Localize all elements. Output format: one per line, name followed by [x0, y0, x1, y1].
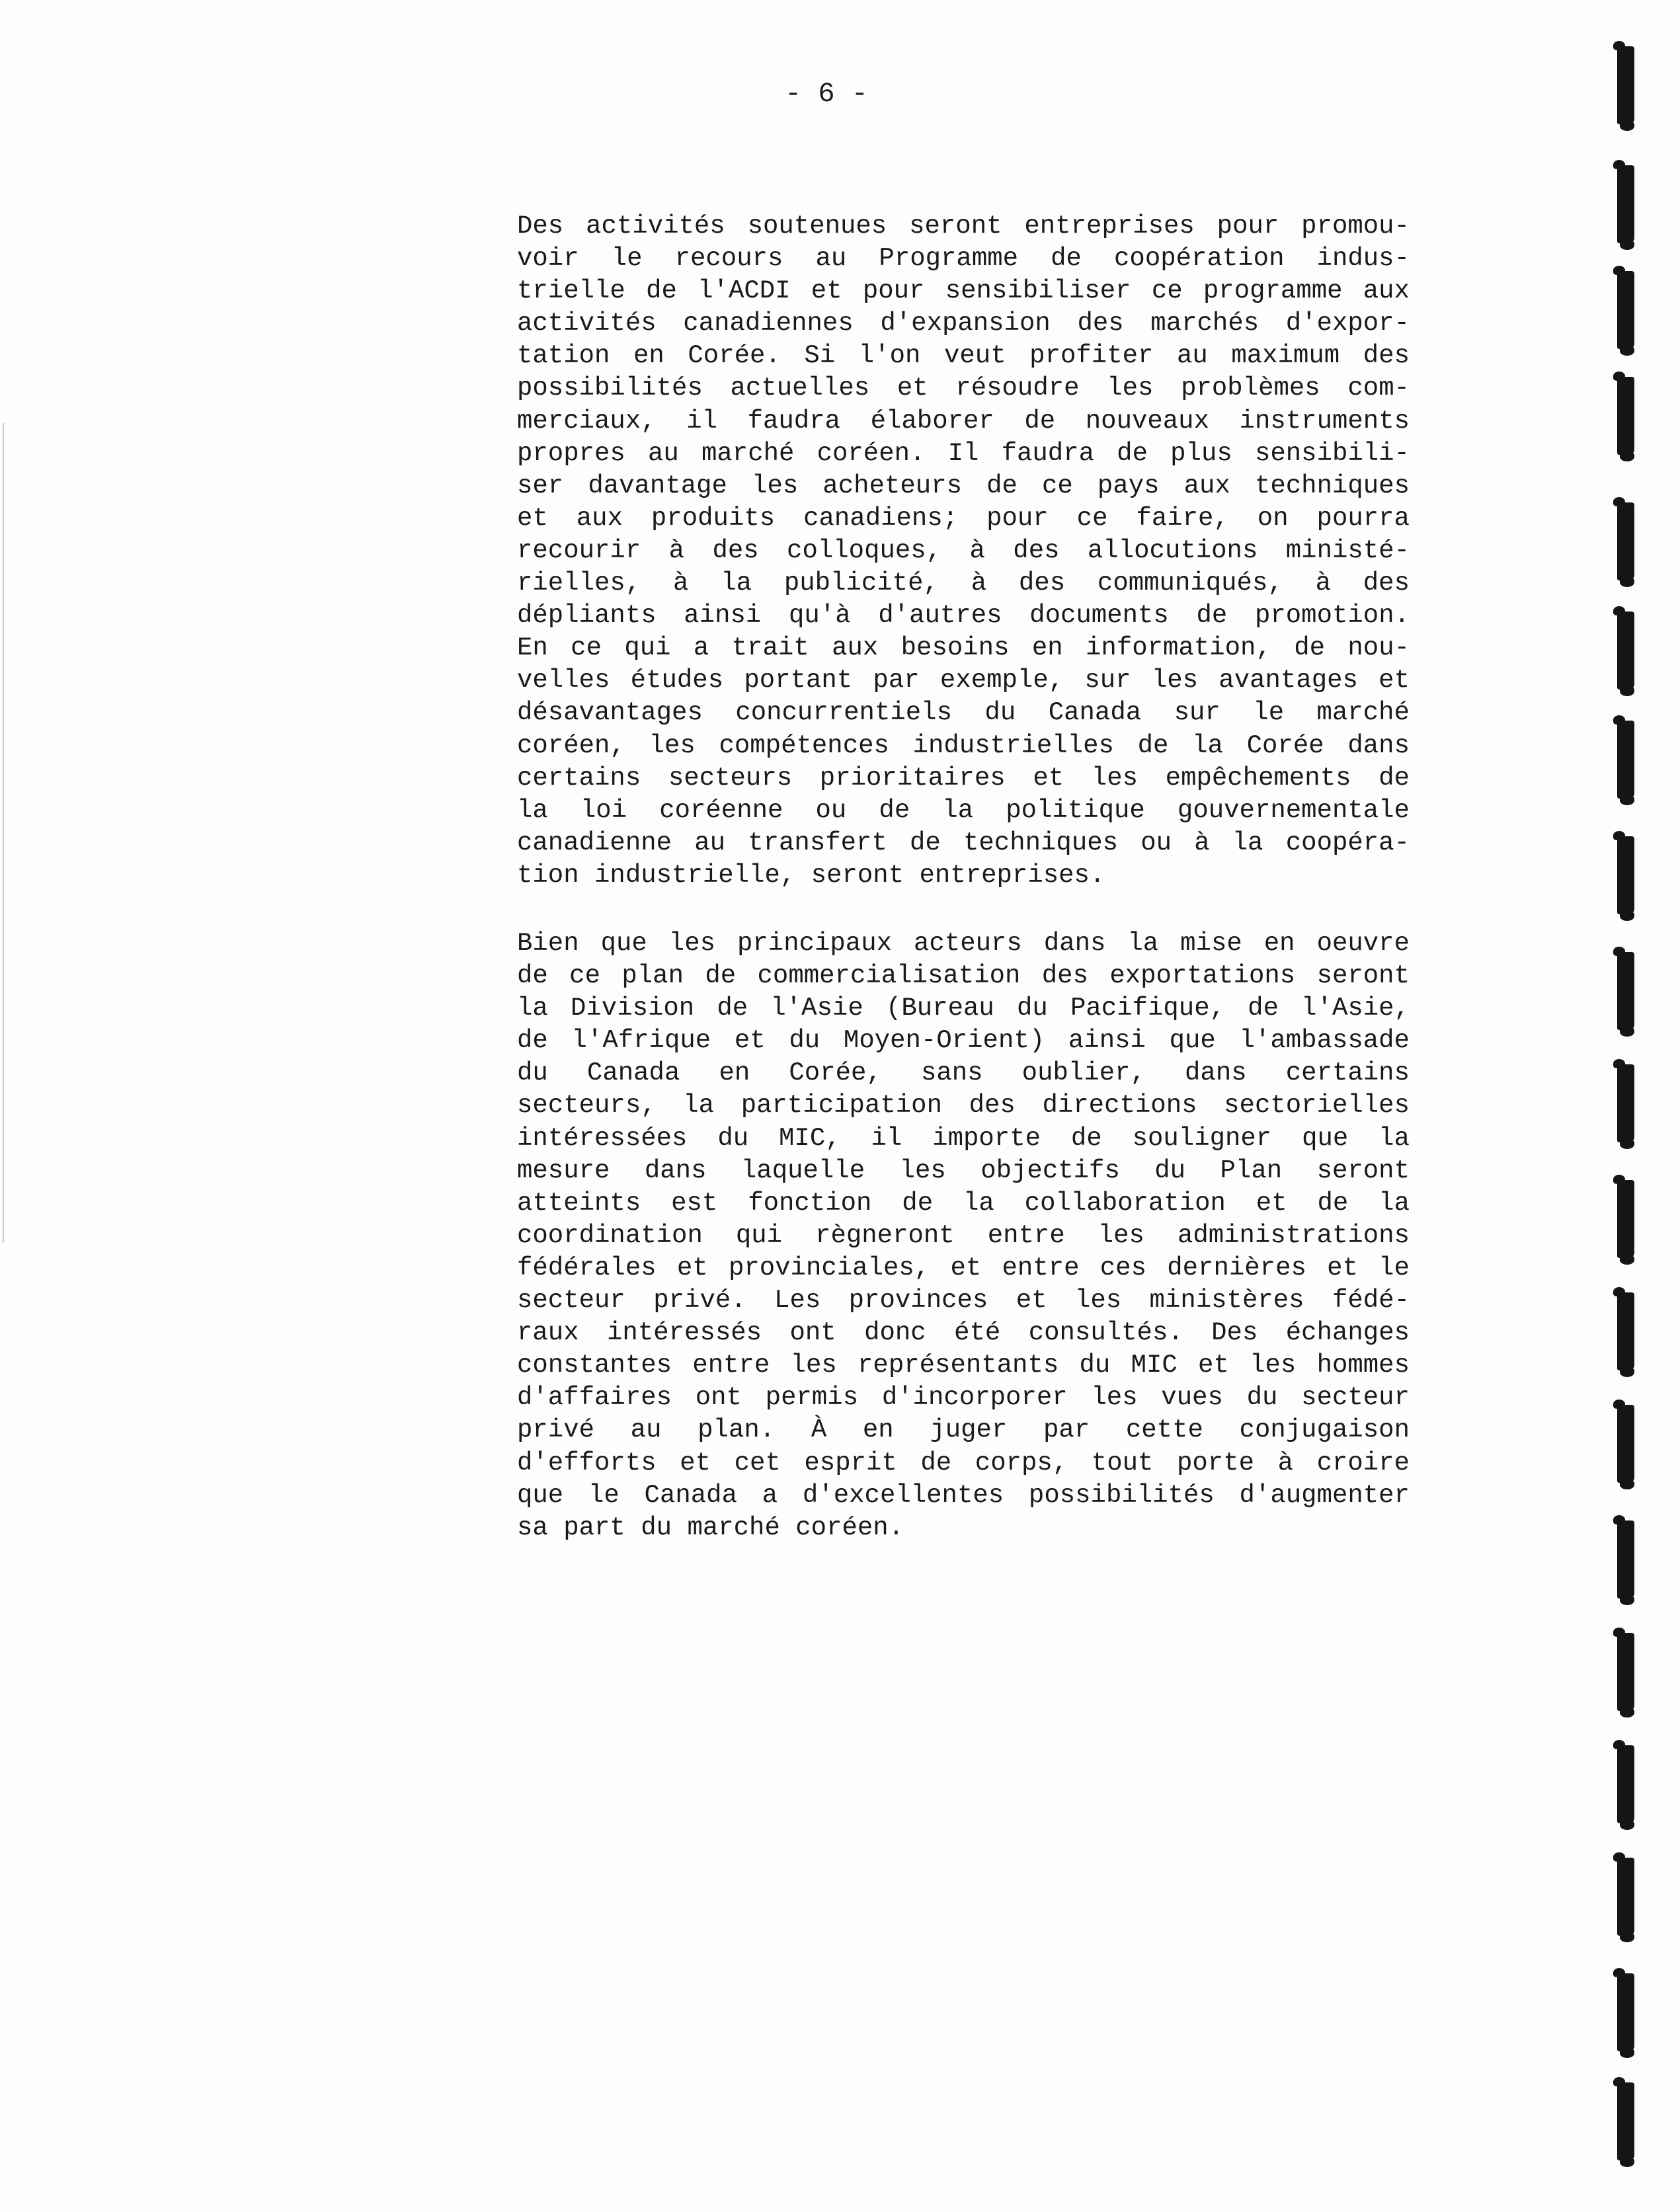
text-line: raux intéressés ont donc été consultés. Des échanges	[517, 1318, 1410, 1348]
binding-hole-mark	[1617, 1064, 1634, 1142]
text-line: secteurs, la participation des directions sectorielles	[517, 1091, 1410, 1121]
text-line: propres au marché coréen. Il faudra de plus sensibili-	[517, 438, 1410, 468]
binding-hole-mark	[1617, 1973, 1634, 2051]
text-line: de l'Afrique et du Moyen-Orient) ainsi que l'ambassade	[517, 1026, 1410, 1056]
text-line: possibilités actuelles et résoudre les problèmes com-	[517, 374, 1410, 403]
binding-hole-mark	[1617, 836, 1634, 914]
text-line: ser davantage les acheteurs de ce pays aux techniques	[517, 471, 1410, 500]
binding-hole-mark	[1617, 1858, 1634, 1936]
text-line: certains secteurs prioritaires et les empêchements de	[517, 763, 1410, 793]
text-line: canadienne au transfert de techniques ou à la coopéra-	[517, 828, 1410, 857]
binding-hole-mark	[1617, 1633, 1634, 1711]
text-line: voir le recours au Programme de coopération indus-	[517, 244, 1410, 274]
page-number: - 6 -	[784, 78, 869, 110]
text-line: En ce qui a trait aux besoins en information, de nou-	[517, 633, 1410, 663]
text-line: Des activités soutenues seront entreprises pour promou-	[517, 212, 1410, 241]
text-line: merciaux, il faudra élaborer de nouveaux instruments	[517, 406, 1410, 436]
text-line: de ce plan de commercialisation des exportations seront	[517, 961, 1410, 991]
text-line: tation en Corée. Si l'on veut profiter au maximum des	[517, 341, 1410, 371]
text-line: la loi coréenne ou de la politique gouvernementale	[517, 795, 1410, 825]
paragraph-1	[517, 210, 1410, 892]
paragraph-2	[517, 928, 1410, 1544]
text-line: et aux produits canadiens; pour ce faire, on pourra	[517, 503, 1410, 533]
text-line: secteur privé. Les provinces et les ministères fédé-	[517, 1286, 1410, 1316]
text-line: activités canadiennes d'expansion des marchés d'expor-	[517, 309, 1410, 338]
binding-hole-mark	[1617, 1180, 1634, 1258]
binding-hole-mark	[1617, 1405, 1634, 1483]
text-line: privé au plan. À en juger par cette conjugaison	[517, 1415, 1410, 1445]
binding-hole-mark	[1617, 46, 1634, 124]
binding-hole-mark	[1617, 377, 1634, 455]
text-line: coréen, les compétences industrielles de la Corée dans	[517, 731, 1410, 760]
text-line: d'efforts et cet esprit de corps, tout porte à croire	[517, 1448, 1410, 1478]
binding-hole-mark	[1617, 721, 1634, 799]
binding-hole-mark	[1617, 1745, 1634, 1823]
binding-hole-mark	[1617, 165, 1634, 243]
text-line: constantes entre les représentants du MIC et les hommes	[517, 1351, 1410, 1380]
text-line: atteints est fonction de la collaboration et de la	[517, 1188, 1410, 1218]
binding-hole-mark	[1617, 612, 1634, 690]
text-line: trielle de l'ACDI et pour sensibiliser ce programme aux	[517, 276, 1410, 306]
text-line: velles études portant par exemple, sur les avantages et	[517, 666, 1410, 695]
binding-hole-mark	[1617, 1521, 1634, 1599]
text-line: dépliants ainsi qu'à d'autres documents de promotion.	[517, 601, 1410, 631]
text-line: désavantages concurrentiels du Canada sur le marché	[517, 698, 1410, 728]
text-line: recourir à des colloques, à des allocutions ministé-	[517, 535, 1410, 565]
text-line: du Canada en Corée, sans oublier, dans certains	[517, 1058, 1410, 1088]
text-line: Bien que les principaux acteurs dans la mise en oeuvre	[517, 929, 1410, 958]
binding-hole-mark	[1617, 502, 1634, 580]
binding-hole-mark	[1617, 952, 1634, 1030]
left-edge-shadow	[3, 423, 4, 1243]
binding-hole-mark	[1617, 271, 1634, 349]
binding-hole-mark	[1617, 1292, 1634, 1370]
text-line: tion industrielle, seront entreprises.	[517, 860, 1105, 890]
binding-hole-mark	[1617, 2082, 1634, 2160]
text-line: la Division de l'Asie (Bureau du Pacifique, de l'Asie,	[517, 994, 1410, 1023]
text-line: rielles, à la publicité, à des communiqués, à des	[517, 569, 1410, 598]
text-line: que le Canada a d'excellentes possibilités d'augmenter	[517, 1480, 1410, 1510]
text-line: sa part du marché coréen.	[517, 1513, 904, 1542]
text-line: d'affaires ont permis d'incorporer les vues du secteur	[517, 1383, 1410, 1413]
text-line: intéressées du MIC, il importe de souligner que la	[517, 1123, 1410, 1153]
text-line: fédérales et provinciales, et entre ces dernières et le	[517, 1253, 1410, 1283]
text-line: coordination qui règneront entre les administrations	[517, 1220, 1410, 1250]
text-line: mesure dans laquelle les objectifs du Plan seront	[517, 1156, 1410, 1185]
